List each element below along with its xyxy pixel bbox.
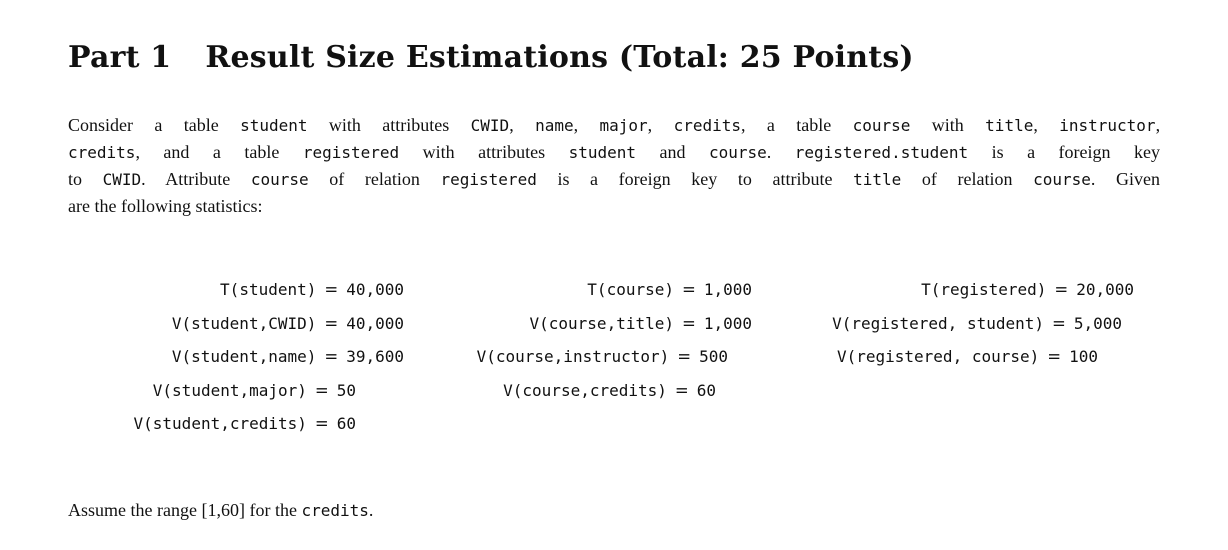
stat-value: 39,600 [346, 347, 404, 367]
code-term: instructor [1059, 116, 1156, 135]
code-term: title [853, 170, 902, 189]
stat-row [422, 343, 752, 377]
paragraph-line [68, 139, 1160, 166]
stat-value: 1,000 [703, 280, 752, 299]
stat-label: V(student,credits) [133, 414, 307, 434]
stat-value: 60 [696, 380, 716, 400]
code-term: credits [68, 143, 136, 162]
stat-value: 20,000 [1076, 280, 1134, 299]
section-number: Part 1 [68, 40, 172, 75]
text-run: and [636, 142, 709, 162]
equals-sign: = [324, 280, 339, 299]
equals-sign: = [682, 313, 696, 333]
paragraph-line [68, 112, 1160, 139]
code-term: registered [302, 143, 400, 162]
text-run: Assume the range [1,60] for the [68, 500, 302, 520]
text-run: . [766, 142, 795, 162]
stat-label: V(course,credits) [503, 380, 667, 400]
stat-label: V(registered, course) [836, 347, 1040, 367]
equals-sign: = [1047, 347, 1062, 367]
stat-row [422, 377, 752, 411]
stat-row [86, 310, 404, 344]
text-run: . Attribute [141, 169, 251, 189]
stat-value: 500 [699, 347, 728, 367]
range-note [68, 500, 373, 521]
stat-row [422, 310, 752, 344]
text-run: , and a table [135, 142, 303, 162]
text-run: . [368, 500, 374, 520]
text-run: , [509, 115, 536, 135]
stat-row [86, 276, 404, 310]
paragraph-line: are the following statistics: [68, 196, 263, 216]
code-term: course [250, 170, 309, 189]
stat-row [770, 310, 1134, 344]
text-run: of relation [901, 169, 1034, 189]
stat-label: V(student,major) [152, 380, 307, 400]
text-run: , a table [741, 115, 853, 135]
text-run: , [1033, 115, 1060, 135]
stat-value: 60 [336, 414, 356, 434]
code-term: CWID [470, 116, 510, 135]
text-run: Consider a table [68, 115, 241, 135]
text-run: is a foreign key to attribute [536, 169, 854, 189]
stat-label: T(registered) [921, 280, 1047, 299]
text-run: , [647, 115, 674, 135]
text-run: with [910, 115, 986, 135]
equals-sign: = [314, 380, 329, 400]
stat-value: 100 [1069, 347, 1098, 367]
stat-label: V(registered, student) [832, 313, 1044, 333]
text-run: , [1155, 115, 1161, 135]
code-term: credits [301, 501, 369, 520]
stat-row [86, 343, 404, 377]
text-run: is a foreign key [968, 142, 1160, 162]
code-term: major [599, 116, 648, 135]
equals-sign: = [677, 347, 692, 367]
section-heading [68, 40, 914, 75]
equals-sign: = [682, 280, 696, 299]
code-term: title [985, 116, 1034, 135]
section-title: Result Size Estimations (Total: 25 Points) [205, 40, 914, 75]
code-term: CWID [102, 170, 142, 189]
text-run: with attributes [399, 142, 569, 162]
text-run: with attributes [307, 115, 471, 135]
course-stats-column [422, 276, 752, 410]
stat-label: T(course) [587, 280, 674, 299]
stat-label: V(student,CWID) [171, 313, 317, 333]
stat-row [770, 276, 1134, 310]
equals-sign: = [324, 313, 339, 333]
stat-label: V(student,name) [171, 347, 317, 367]
code-term: student [568, 143, 636, 162]
code-term: course [852, 116, 911, 135]
code-term: course [1033, 170, 1091, 189]
equals-sign: = [674, 380, 689, 400]
code-term: name [535, 116, 574, 135]
problem-description [68, 112, 1160, 220]
stat-row [422, 276, 752, 310]
text-run: to [68, 169, 103, 189]
code-term: course [708, 143, 767, 162]
code-term: student [240, 116, 308, 135]
code-term: credits [673, 116, 741, 135]
stat-value: 50 [336, 380, 356, 400]
stat-label: V(course,title) [529, 313, 674, 333]
stat-value: 40,000 [346, 280, 404, 299]
stat-row [86, 377, 404, 411]
text-run: . Given [1090, 169, 1160, 189]
text-run: of relation [308, 169, 441, 189]
code-term: registered [440, 170, 537, 189]
stat-label: T(student) [220, 280, 317, 299]
stat-row [770, 343, 1134, 377]
stat-label: V(course,instructor) [476, 347, 670, 367]
code-term: registered.student [794, 143, 969, 162]
student-stats-column [86, 276, 404, 444]
equals-sign: = [314, 414, 329, 434]
text-run: , [573, 115, 600, 135]
equals-sign: = [324, 347, 339, 367]
equals-sign: = [1054, 280, 1069, 299]
stat-value: 40,000 [346, 313, 404, 333]
equals-sign: = [1052, 313, 1066, 333]
stat-value: 5,000 [1073, 313, 1122, 333]
stat-value: 1,000 [703, 313, 752, 333]
paragraph-line [68, 166, 1160, 193]
stat-row [86, 410, 404, 444]
registered-stats-column [770, 276, 1134, 377]
